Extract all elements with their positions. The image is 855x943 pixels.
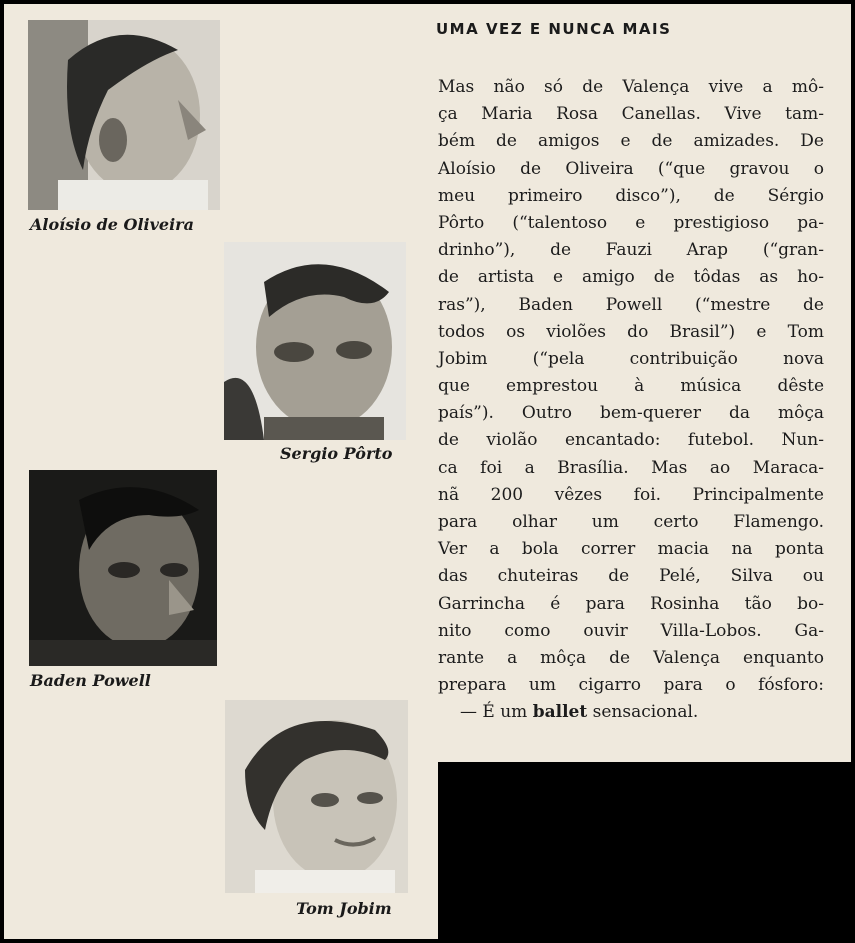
portrait-photo: [225, 700, 408, 893]
article-body: [438, 74, 824, 727]
text-line: Pôrto (“talentoso e prestigioso pa-: [438, 212, 824, 233]
portrait-photo: [224, 242, 406, 440]
text-line: meu primeiro disco”), de Sérgio: [438, 185, 824, 206]
text-line: ca foi a Brasília. Mas ao Maraca-: [438, 457, 824, 478]
article-title: UMA VEZ E NUNCA MAIS: [436, 20, 672, 38]
text-line: todos os violões do Brasil”) e Tom: [438, 321, 824, 342]
text-line: bém de amigos e de amizades. De: [438, 131, 824, 152]
portrait-baden-powell: [29, 470, 217, 666]
caption-tom: Tom Jobim: [296, 899, 392, 918]
closing-dash: — É um: [460, 702, 528, 723]
caption-sergio: Sergio Pôrto: [280, 444, 393, 463]
caption-aloisio: Aloísio de Oliveira: [30, 215, 194, 234]
portrait-aloisio-de-oliveira: [28, 20, 220, 210]
text-line: Aloísio de Oliveira (“que gravou o: [438, 158, 824, 179]
text-line: das chuteiras de Pelé, Silva ou: [438, 566, 824, 587]
text-line: que emprestou à música dêste: [438, 376, 824, 397]
black-background-corner: [438, 762, 855, 943]
text-line: drinho”), de Fauzi Arap (“gran-: [438, 240, 824, 261]
text-line: nito como ouvir Villa-Lobos. Ga-: [438, 620, 824, 641]
text-line: Ver a bola correr macia na ponta: [438, 539, 824, 560]
text-line: para olhar um certo Flamengo.: [438, 512, 824, 532]
closing-rest: sensacional.: [592, 702, 699, 723]
caption-baden: Baden Powell: [30, 671, 151, 690]
text-line: ras”), Baden Powell (“mestre de: [438, 294, 824, 315]
text-line: ça Maria Rosa Canellas. Vive tam-: [438, 104, 824, 125]
text-line: de violão encantado: futebol. Nun-: [438, 430, 824, 451]
text-line: de artista e amigo de tôdas as ho-: [438, 267, 824, 288]
text-line: Garrincha é para Rosinha tão bo-: [438, 593, 824, 614]
text-line: rante a môça de Valença enquanto: [438, 647, 824, 668]
closing-line: [438, 699, 824, 726]
portrait-photo: [28, 20, 220, 210]
left-border: [0, 0, 4, 943]
text-line: país”). Outro bem-querer da môça: [438, 403, 824, 424]
bottom-border: [0, 939, 438, 943]
text-line: Mas não só de Valença vive a mô-: [438, 77, 824, 97]
text-line: prepara um cigarro para o fósforo:: [438, 675, 824, 696]
portrait-photo: [29, 470, 217, 666]
portrait-tom-jobim: [225, 700, 408, 893]
right-border: [851, 0, 855, 762]
text-line: Jobim (“pela contribuição nova: [438, 348, 824, 369]
closing-emphasis: ballet: [532, 702, 588, 723]
portrait-sergio-porto: [224, 242, 406, 440]
text-line: nã 200 vêzes foi. Principalmente: [438, 484, 824, 505]
top-border: [0, 0, 855, 4]
